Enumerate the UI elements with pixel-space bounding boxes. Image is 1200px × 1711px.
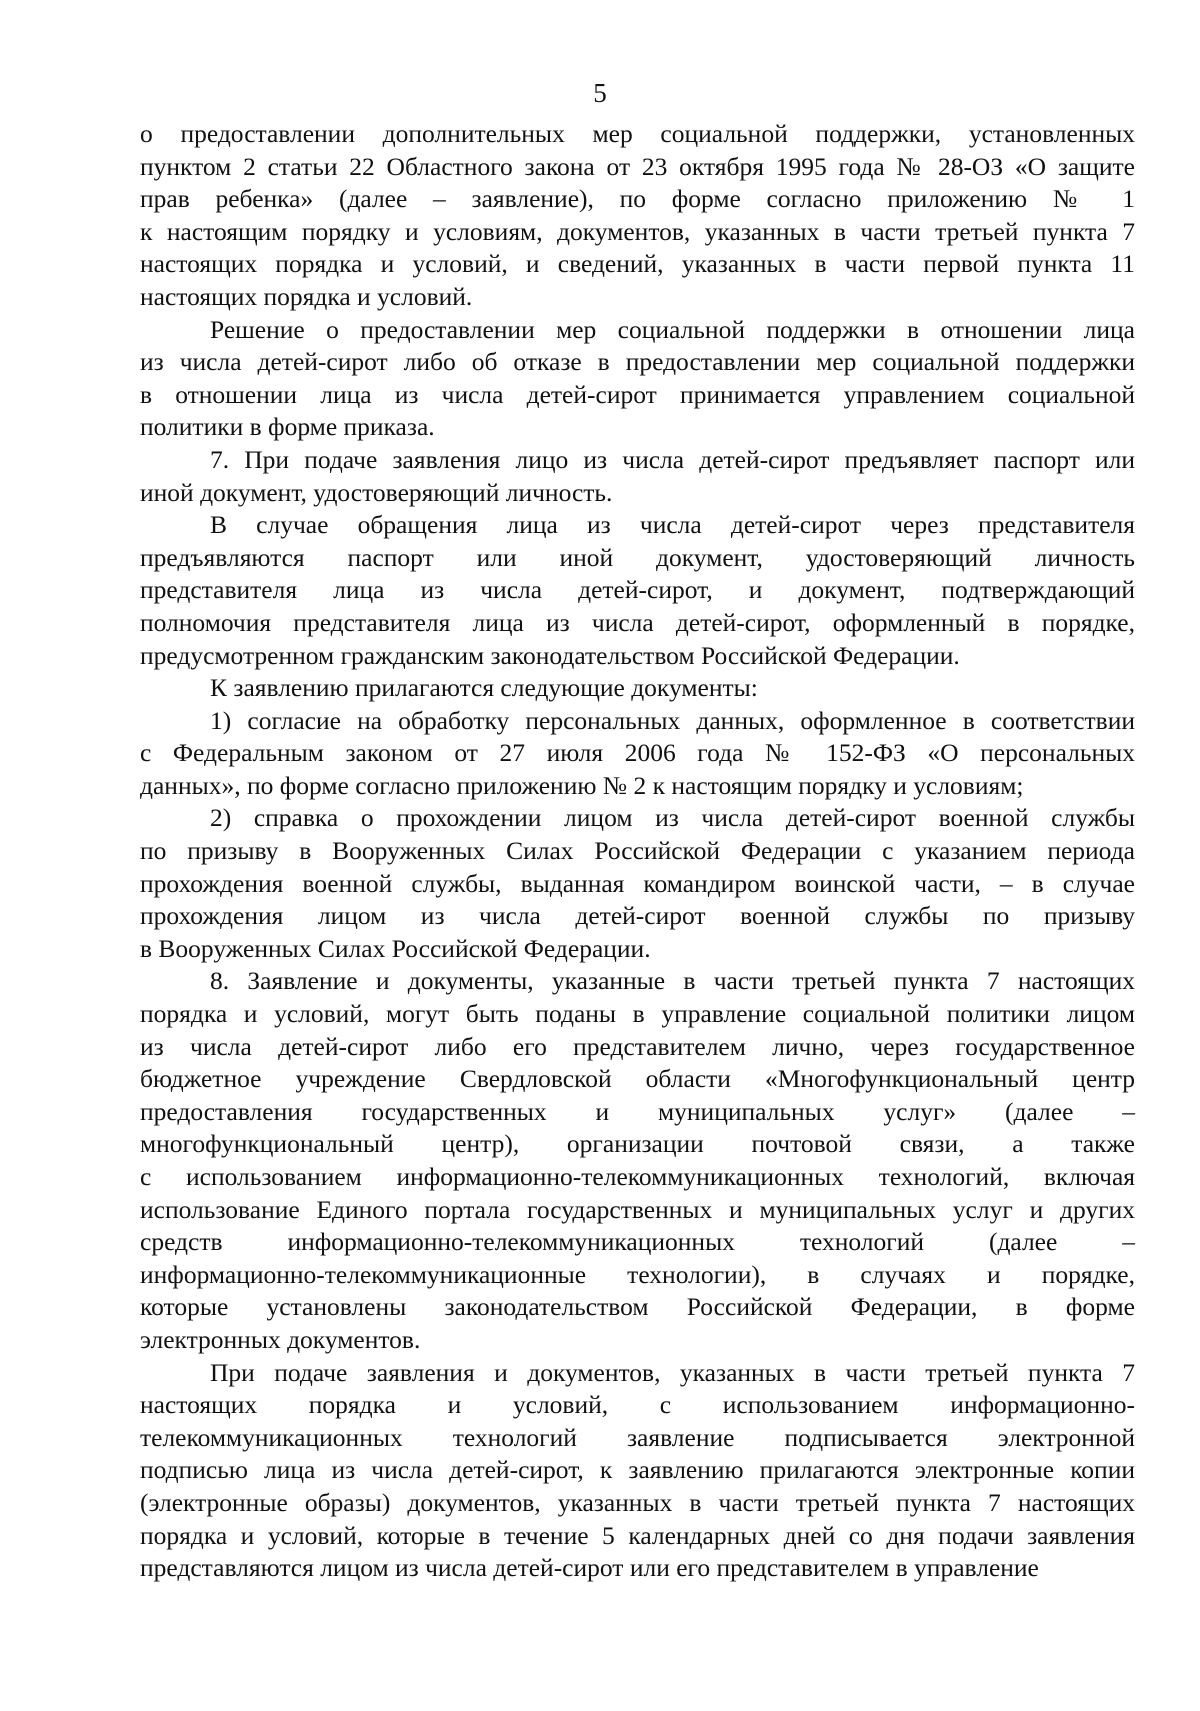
text-line: пунктом 2 статьи 22 Областного закона от 23 октября 1995 года № 28-ОЗ «О защите bbox=[140, 151, 1135, 181]
text-line: прав ребенка» (далее – заявление), по форме согласно приложению № 1 bbox=[140, 184, 1135, 214]
text-line: подписью лица из числа детей-сирот, к заявлению прилагаются электронные копии bbox=[140, 1455, 1135, 1485]
text-line: прохождения лицом из числа детей-сирот военной службы по призыву bbox=[140, 901, 1135, 931]
text-line: средств информационно-телекоммуникационных технологий (далее – bbox=[140, 1227, 1135, 1257]
text-line: по призыву в Вооруженных Силах Российской Федерации с указанием периода bbox=[140, 836, 1135, 866]
text-line: К заявлению прилагаются следующие документы: bbox=[210, 673, 758, 703]
text-line: Решение о предоставлении мер социальной поддержки в отношении лица bbox=[210, 314, 1135, 344]
text-line: представляются лицом из числа детей-сирот или его представителем в управление bbox=[140, 1553, 1039, 1583]
text-line: которые установлены законодательством Российской Федерации, в форме bbox=[140, 1292, 1135, 1322]
text-line: прохождения военной службы, выданная командиром воинской части, – в случае bbox=[140, 868, 1135, 898]
document-body bbox=[140, 118, 1135, 1585]
text-line: в отношении лица из числа детей-сирот принимается управлением социальной bbox=[140, 379, 1135, 409]
text-line: 8. Заявление и документы, указанные в части третьей пункта 7 настоящих bbox=[210, 966, 1135, 996]
text-line: предусмотренном гражданским законодательством Российской Федерации. bbox=[140, 640, 960, 670]
text-line: в Вооруженных Силах Российской Федерации. bbox=[140, 933, 651, 963]
text-line: из числа детей-сирот либо об отказе в предоставлении мер социальной поддержки bbox=[140, 347, 1135, 377]
text-line: предъявляются паспорт или иной документ, удостоверяющий личность bbox=[140, 542, 1135, 572]
paragraph bbox=[140, 118, 1135, 314]
paragraph bbox=[140, 509, 1135, 672]
paragraph bbox=[140, 314, 1135, 444]
text-line: электронных документов. bbox=[140, 1324, 421, 1354]
paragraph bbox=[140, 965, 1135, 1356]
text-line: с использованием информационно-телекоммуникационных технологий, включая bbox=[140, 1162, 1135, 1191]
text-line: порядка и условий, могут быть поданы в управление социальной политики лицом bbox=[140, 999, 1135, 1029]
text-line: настоящих порядка и условий, с использованием информационно- bbox=[140, 1390, 1135, 1420]
paragraph bbox=[140, 444, 1135, 509]
text-line: о предоставлении дополнительных мер социальной поддержки, установленных bbox=[140, 119, 1135, 148]
text-line: 2) справка о прохождении лицом из числа детей-сирот военной службы bbox=[210, 803, 1135, 833]
text-line: к настоящим порядку и условиям, документов, указанных в части третьей пункта 7 bbox=[140, 216, 1135, 246]
text-line: В случае обращения лица из числа детей-сирот через представителя bbox=[210, 510, 1135, 540]
paragraph bbox=[140, 802, 1135, 965]
page-number: 5 bbox=[593, 78, 607, 108]
text-line: настоящих порядка и условий, и сведений, указанных в части первой пункта 11 bbox=[140, 249, 1135, 279]
text-line: полномочия представителя лица из числа детей-сирот, оформленный в порядке, bbox=[140, 607, 1135, 637]
text-line: настоящих порядка и условий. bbox=[140, 281, 473, 311]
text-line: политики в форме приказа. bbox=[140, 412, 435, 442]
text-line: данных», по форме согласно приложению № 2 к настоящим порядку и условиям; bbox=[140, 770, 1024, 800]
text-line: использование Единого портала государственных и муниципальных услуг и других bbox=[140, 1194, 1135, 1224]
text-line: многофункциональный центр), организации почтовой связи, а также bbox=[140, 1129, 1135, 1159]
text-line: 7. При подаче заявления лицо из числа детей-сирот предъявляет паспорт или bbox=[210, 444, 1135, 474]
text-line: с Федеральным законом от 27 июля 2006 года № 152-ФЗ «О персональных bbox=[140, 738, 1135, 768]
text-line: При подаче заявления и документов, указанных в части третьей пункта 7 bbox=[210, 1357, 1135, 1387]
text-line: порядка и условий, которые в течение 5 календарных дней со дня подачи заявления bbox=[140, 1520, 1135, 1550]
text-line: бюджетное учреждение Свердловской области «Многофункциональный центр bbox=[140, 1064, 1135, 1094]
text-line: из числа детей-сирот либо его представителем лично, через государственное bbox=[140, 1031, 1135, 1061]
text-line: представителя лица из числа детей-сирот, и документ, подтверждающий bbox=[140, 575, 1135, 605]
text-line: (электронные образы) документов, указанных в части третьей пункта 7 настоящих bbox=[140, 1487, 1135, 1517]
paragraph bbox=[140, 672, 1135, 705]
text-line: телекоммуникационных технологий заявление подписывается электронной bbox=[140, 1422, 1135, 1452]
paragraph bbox=[140, 1357, 1135, 1585]
text-line: предоставления государственных и муниципальных услуг» (далее – bbox=[140, 1096, 1135, 1126]
paragraph bbox=[140, 705, 1135, 803]
text-line: иной документ, удостоверяющий личность. bbox=[140, 477, 613, 507]
text-line: 1) согласие на обработку персональных данных, оформленное в соответствии bbox=[210, 705, 1135, 735]
text-line: информационно-телекоммуникационные технологии), в случаях и порядке, bbox=[140, 1259, 1135, 1289]
